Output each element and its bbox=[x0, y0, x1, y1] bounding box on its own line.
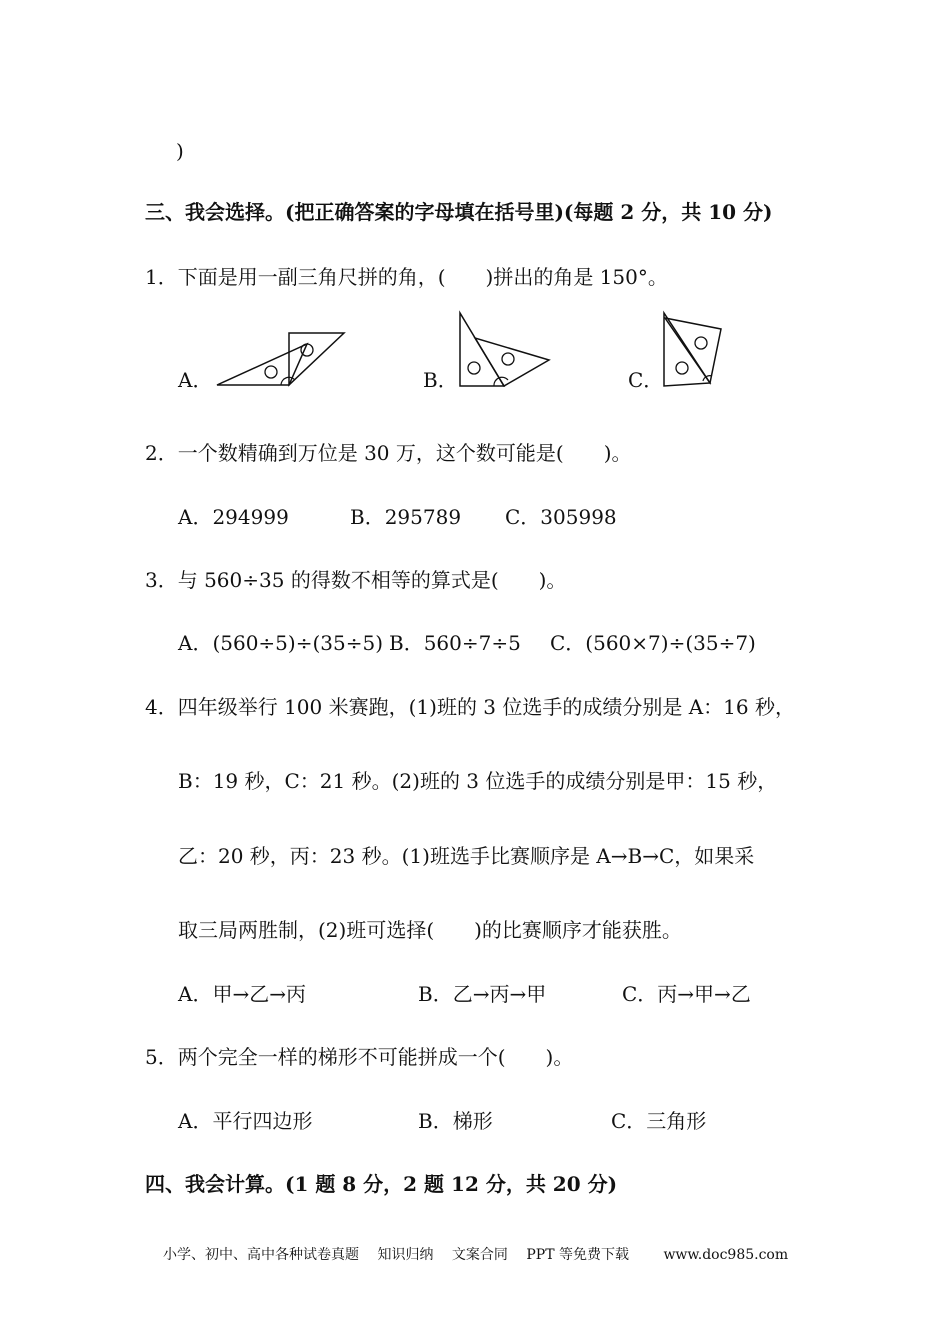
question-4-line-1: 4．四年级举行 100 米赛跑，(1)班的 3 位选手的成绩分别是 A：16 秒， bbox=[145, 695, 795, 719]
section-3-heading: 三、我会选择。(把正确答案的字母填在括号里)(每题 2 分，共 10 分) bbox=[145, 200, 773, 224]
footer-item: PPT 等免费下载 bbox=[526, 1247, 629, 1263]
q1-option-a[interactable]: A． bbox=[178, 368, 213, 392]
q5-option-c[interactable]: C．三角形 bbox=[611, 1109, 707, 1133]
q4-option-b[interactable]: B．乙→丙→甲 bbox=[418, 982, 547, 1006]
question-4-line-2: B：19 秒，C：21 秒。(2)班的 3 位选手的成绩分别是甲：15 秒， bbox=[178, 769, 778, 793]
section-4-heading: 四、我会计算。(1 题 8 分，2 题 12 分，共 20 分) bbox=[145, 1172, 618, 1196]
q5-option-b[interactable]: B．梯形 bbox=[418, 1109, 493, 1133]
footer-url[interactable]: www.doc985.com bbox=[663, 1247, 789, 1263]
question-3: 3．与 560÷35 的得数不相等的算式是( )。 bbox=[145, 568, 567, 592]
q4-option-a[interactable]: A．甲→乙→丙 bbox=[178, 982, 306, 1006]
q4-option-c[interactable]: C．丙→甲→乙 bbox=[622, 982, 751, 1006]
footer-item: 知识归纳 bbox=[377, 1247, 434, 1263]
q1-figure-c bbox=[658, 310, 728, 390]
q1-figure-b bbox=[455, 310, 555, 390]
q3-option-b[interactable]: B．560÷7÷5 bbox=[389, 631, 521, 655]
question-4-line-3: 乙：20 秒，丙：23 秒。(1)班选手比赛顺序是 A→B→C，如果采 bbox=[178, 844, 755, 868]
q1-option-b[interactable]: B． bbox=[423, 368, 458, 392]
q2-option-c[interactable]: C．305998 bbox=[505, 505, 617, 529]
question-4-line-4: 取三局两胜制，(2)班可选择( )的比赛顺序才能获胜。 bbox=[178, 918, 682, 942]
q2-option-b[interactable]: B．295789 bbox=[350, 505, 462, 529]
q5-option-a[interactable]: A．平行四边形 bbox=[178, 1109, 313, 1133]
q3-option-c[interactable]: C．(560×7)÷(35÷7) bbox=[550, 631, 756, 655]
q1-option-c[interactable]: C． bbox=[628, 368, 664, 392]
question-2: 2．一个数精确到万位是 30 万，这个数可能是( )。 bbox=[145, 441, 632, 465]
footer-item: 文案合同 bbox=[451, 1247, 508, 1263]
question-1: 1．下面是用一副三角尺拼的角，( )拼出的角是 150°。 bbox=[145, 265, 668, 289]
q3-option-a[interactable]: A．(560÷5)÷(35÷5) bbox=[178, 631, 383, 655]
question-5: 5．两个完全一样的梯形不可能拼成一个( )。 bbox=[145, 1045, 574, 1069]
q1-figure-a bbox=[212, 329, 352, 394]
continued-paren: ) bbox=[176, 139, 184, 163]
q2-option-a[interactable]: A．294999 bbox=[178, 505, 289, 529]
footer-item: 小学、初中、高中各种试卷真题 bbox=[163, 1247, 359, 1263]
page-footer bbox=[163, 1244, 802, 1264]
